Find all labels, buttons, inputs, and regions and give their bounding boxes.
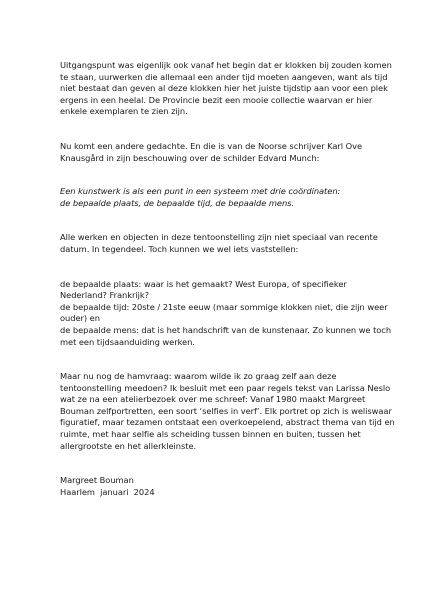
document-page (60, 60, 395, 498)
list-item-time: de bepaalde tijd: 20ste / 21ste eeuw (maar sommige klokken niet, die zijn weer ouder) en (60, 301, 388, 324)
paragraph-knausgard: Nu komt een andere gedachte. En die is van de Noorse schrijver Karl Ove Knausgård in zijn beschouwing over de schilder Edvard Munch: (60, 140, 363, 163)
quote-block (60, 186, 395, 209)
paragraph-clocks: Uitgangspunt was eigenlijk ook vanaf het begin dat er klokken bij zouden komen te staan, uurwerken die allemaal een ander tijd moeten aangeven, want als tijd niet bestaat dan geven al deze klokken hier het juiste tijdstip aan voor een plek ergens in een heelal. De Provincie bezit een mooie collectie waarvan er hier enkele exemplaren te zien zijn. (60, 60, 392, 117)
list-item-place: de bepaalde plaats: waar is het gemaakt? West Europa, of specifieker Nederland? Frankrijk? (60, 278, 347, 301)
signature-place-date: Haarlem januari 2024 (60, 486, 155, 497)
list-item-person: de bepaalde mens: dat is het handschrift van de kunstenaar. Zo kunnen we toch met een tijdsaanduiding werken. (60, 324, 392, 347)
coordinates-list (60, 279, 395, 349)
signature-block (60, 475, 395, 498)
signature-name: Margreet Bouman (60, 475, 134, 486)
quote-line-1: Een kunstwerk is als een punt in een systeem met drie coördinaten: (60, 186, 341, 197)
paragraph-key-question: Maar nu nog de hamvraag: waarom wilde ik zo graag zelf aan deze tentoonstelling meedoen? Ik besluit met een paar regels tekst van Larissa Neslo wat ze na een atelierbezoek over me schreef: Vanaf 1980 maakt Margreet Bouman zelfportretten, een soort ‘selfies in verf’. Elk portret op zich is weliswaar figuratief, maar tezamen ontstaat een overkoepelend, abstract thema van tijd en ruimte, met haar selfie als scheiding tussen binnen en buiten, tussen het allergrootste en het allerkleinste. (60, 371, 395, 451)
quote-line-2: de bepaalde plaats, de bepaalde tijd, de bepaalde mens. (60, 197, 295, 208)
paragraph-works: Alle werken en objecten in deze tentoonstelling zijn niet speciaal van recente datum. In tegendeel. Toch kunnen we wel iets vaststellen: (60, 232, 378, 254)
